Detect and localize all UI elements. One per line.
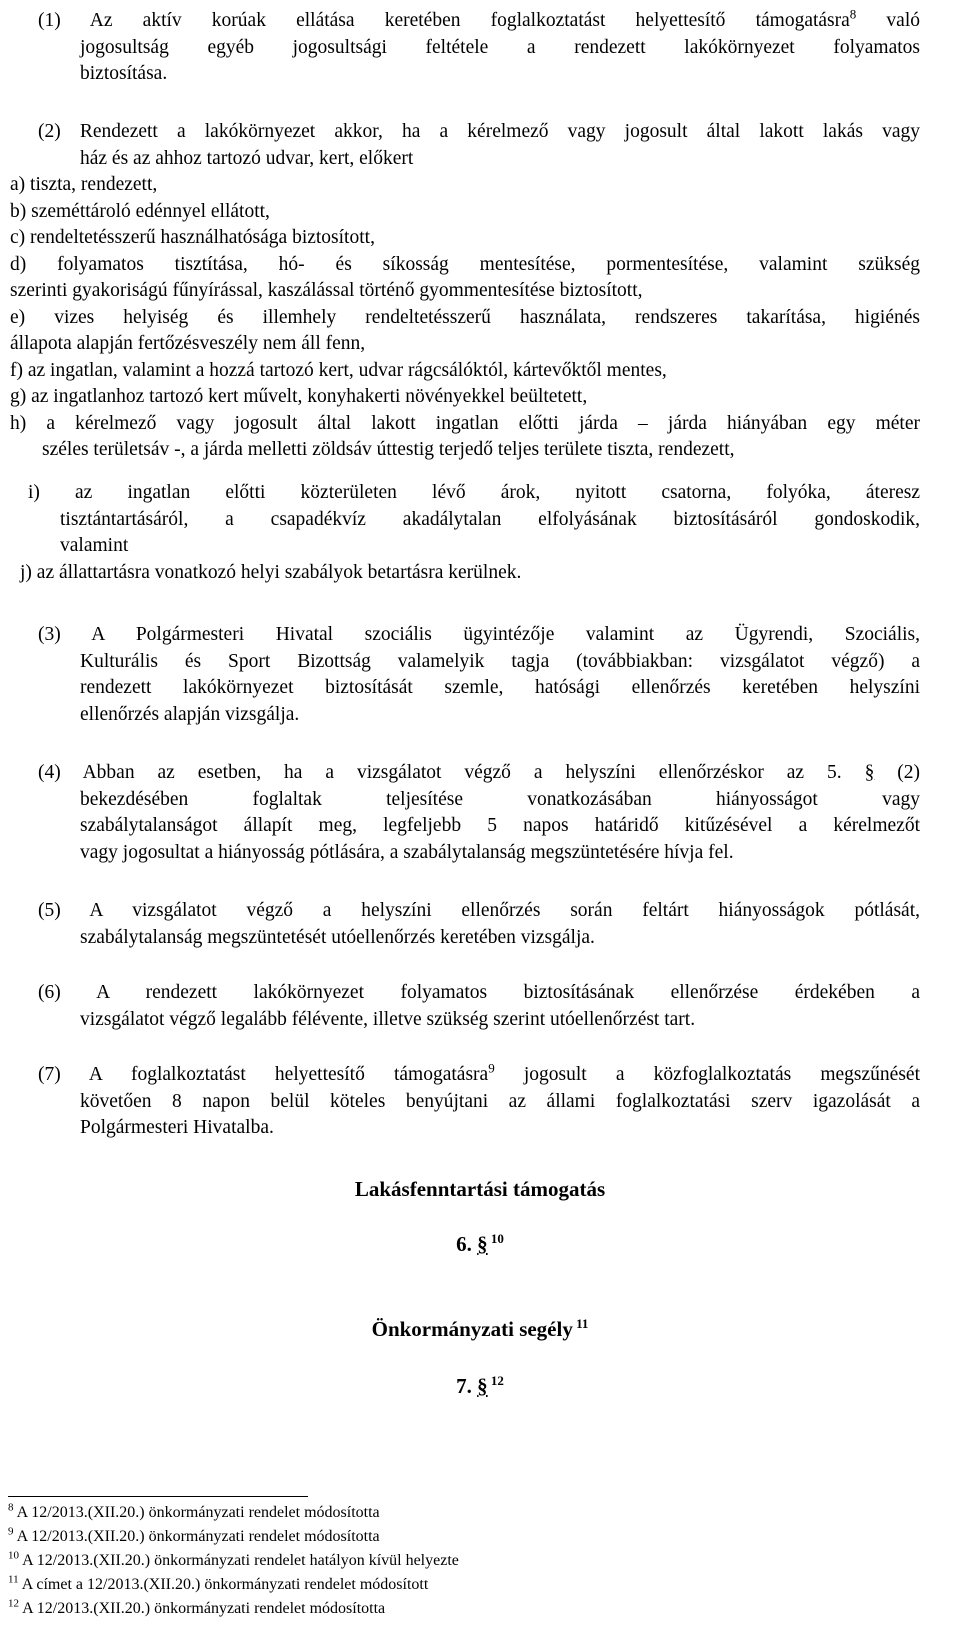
paragraph-2 [38, 119, 920, 172]
paragraph-4-line: bekezdésében foglaltak teljesítése vonatkozásában hiányosságot vagy [80, 788, 920, 810]
footnote-number: 9 [8, 1525, 14, 1538]
paragraph-3-line: rendezett lakókörnyezet biztosítását szemle, hatósági ellenőrzés keretében helyszíni [80, 677, 920, 698]
text: (1) Az aktív korúak ellátása keretében foglalkoztatást helyettesítő támogatásra [38, 10, 850, 31]
list-item-b: b) szeméttároló edénnyel ellátott, [10, 200, 270, 222]
list-2 [10, 172, 920, 464]
paragraph-2-line: ház és az ahhoz tartozó udvar, kert, előkert [80, 147, 414, 169]
footnote-text: A címet a 12/2013.(XII.20.) önkormányzati rendelet módosított [18, 1576, 429, 1593]
section-number: 6. [456, 1232, 478, 1256]
footnote-ref[interactable]: 10 [487, 1231, 504, 1246]
list-item-d: d) folyamatos tisztítása, hó- és síkosság mentesítése, pormentesítése, valamint szükség [10, 253, 920, 275]
list-item-a: a) tiszta, rendezett, [10, 174, 158, 195]
footnote-text: A 12/2013.(XII.20.) önkormányzati rendelet módosította [13, 1528, 380, 1545]
text: jogosult a közfoglalkoztatás megszűnését [494, 1064, 920, 1085]
list-item-e: e) vizes helyiség és illemhely rendeltetésszerű használata, rendszeres takarítása, higiénés [10, 306, 920, 328]
list-item-f: f) az ingatlan, valamint a hozzá tartozó kert, udvar rágcsálóktól, kártevőktől mentes, [10, 359, 667, 381]
section-7-heading [0, 1374, 960, 1399]
list-item-c: c) rendeltetésszerű használhatósága biztosított, [10, 227, 375, 248]
list-item-e-cont: állapota alapján fertőzésveszély nem áll fenn, [10, 333, 366, 354]
list-item-h-cont: széles területsáv -, a járda melletti zöldsáv úttestig terjedő teljes területe tiszta, rendezett, [42, 439, 735, 460]
paragraph-5 [38, 898, 920, 951]
footnote-separator [8, 1496, 308, 1497]
paragraph-1-line: jogosultság egyéb jogosultsági feltétele a rendezett lakókörnyezet folyamatos [80, 36, 920, 58]
paragraph-6 [38, 980, 920, 1033]
list-item-h: h) a kérelmező vagy jogosult által lakott ingatlan előtti járda – járda hiányában egy méter [10, 412, 920, 434]
paragraph-1-line [38, 8, 920, 35]
paragraph-3-line: Kulturális és Sport Bizottság valamelyik tagja (továbbiakban: vizsgálatot végző) a [80, 650, 920, 672]
text: való [856, 10, 920, 31]
paragraph-4-line [38, 760, 920, 787]
paragraph-7 [38, 1062, 920, 1142]
list-item-d-cont: szerinti gyakoriságú fűnyírással, kaszálással történő gyommentesítése biztosított, [10, 280, 643, 301]
list-item-i-line: valamint [60, 535, 129, 556]
list-item-g: g) az ingatlanhoz tartozó kert művelt, konyhakerti növényekkel beültetett, [10, 386, 588, 407]
paragraph-7-line [38, 1062, 920, 1089]
paragraph-6-line: vizsgálatot végző legalább félévente, illetve szükség szerint utóellenőrzést tart. [80, 1008, 696, 1030]
paragraph-2-line: (2) Rendezett a lakókörnyezet akkor, ha a kérelmező vagy jogosult által lakott lakás vagy [38, 121, 920, 142]
footnote-9 [8, 1525, 380, 1546]
paragraph-1-line: biztosítása. [80, 63, 168, 84]
footnote-number: 12 [8, 1597, 19, 1610]
heading-onkormanyzati-segely [0, 1317, 960, 1342]
list-item-i-line: i) az ingatlan előtti közterületen lévő árok, nyitott csatorna, folyóka, áteresz [28, 482, 920, 503]
footnote-number: 8 [8, 1501, 14, 1514]
paragraph-4-line: vagy jogosultat a hiányosság pótlására, a szabálytalanság megszüntetésére hívja fel. [80, 841, 734, 863]
footnote-ref[interactable]: 9 [488, 1060, 495, 1076]
text: (7) A foglalkoztatást helyettesítő támogatásra [38, 1064, 489, 1085]
paragraph-7-line: Polgármesteri Hivatalba. [80, 1117, 274, 1138]
list-item-i [28, 480, 920, 560]
paragraph-5-line: szabálytalanság megszüntetését utóellenőrzés keretében vizsgálja. [80, 926, 595, 948]
paragraph-7-line: követően 8 napon belül köteles benyújtani az állami foglalkoztatási szerv igazolását a [80, 1090, 920, 1112]
paragraph-3-line: ellenőrzés alapján vizsgálja. [80, 703, 300, 725]
list-item-j-line: j) az állattartásra vonatkozó helyi szabályok betartásra kerülnek. [20, 562, 522, 583]
text: (2) [874, 762, 920, 783]
section-6-heading [0, 1232, 960, 1257]
footnote-10 [8, 1549, 459, 1570]
footnote-number: 10 [8, 1549, 19, 1562]
paragraph-4 [38, 760, 920, 866]
paragraph-4-line: szabálytalanságot állapít meg, legfeljebb 5 napos határidő kitűzésével a kérelmezőt [80, 815, 920, 836]
section-sign: § [477, 1374, 488, 1398]
heading-text: Önkormányzati segély [371, 1317, 573, 1341]
footnote-number: 11 [8, 1573, 19, 1586]
footnote-12 [8, 1597, 386, 1618]
footnote-ref[interactable]: 11 [572, 1316, 589, 1331]
paragraph-3-line: (3) A Polgármesteri Hivatal szociális ügyintézője valamint az Ügyrendi, Szociális, [38, 624, 920, 645]
section-sign: § [477, 1232, 488, 1256]
text: (4) Abban az esetben, ha a vizsgálatot végző a helyszíni ellenőrzéskor az 5. [38, 762, 865, 783]
paragraph-1 [38, 8, 920, 88]
footnote-text: A 12/2013.(XII.20.) önkormányzati rendelet módosította [13, 1504, 380, 1521]
paragraph-5-line: (5) A vizsgálatot végző a helyszíni ellenőrzés során feltárt hiányosságok pótlását, [38, 900, 920, 921]
footnote-text: A 12/2013.(XII.20.) önkormányzati rendelet módosította [19, 1600, 386, 1617]
section-number: 7. [456, 1374, 478, 1398]
heading-lakasfenntartasi: Lakásfenntartási támogatás [354, 1177, 606, 1201]
footnote-ref[interactable]: 8 [849, 6, 857, 22]
footnote-ref[interactable]: 12 [487, 1373, 504, 1388]
paragraph-6-line: (6) A rendezett lakókörnyezet folyamatos biztosításának ellenőrzése érdekében a [38, 982, 920, 1003]
footnote-11 [8, 1573, 429, 1594]
list-item-i-line: tisztántartásáról, a csapadékvíz akadálytalan elfolyásának biztosításáról gondoskodik, [60, 508, 920, 530]
footnote-8 [8, 1501, 380, 1522]
paragraph-3 [38, 622, 920, 728]
footnote-text: A 12/2013.(XII.20.) önkormányzati rendelet hatályon kívül helyezte [19, 1552, 459, 1569]
list-item-j [20, 560, 920, 587]
section-sign: § [864, 762, 875, 783]
